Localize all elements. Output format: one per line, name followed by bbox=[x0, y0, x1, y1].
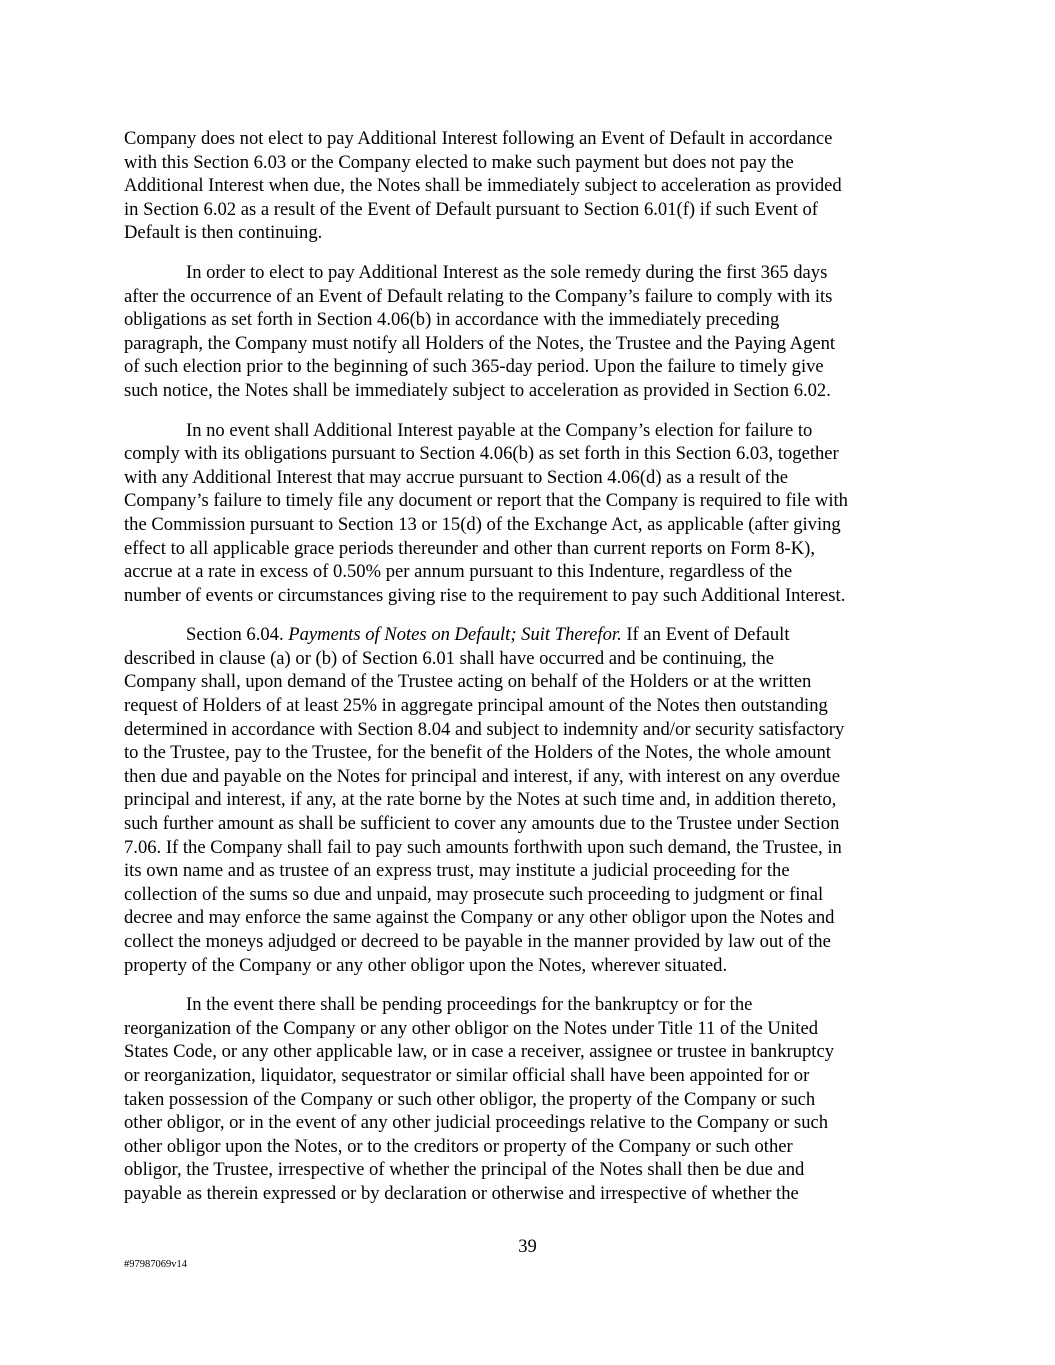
document-body bbox=[124, 127, 935, 1222]
paragraph-bankruptcy-proceedings: In the event there shall be pending proceedings for the bankruptcy or for the reorganization of the Company or any other obligor on the Notes under Title 11 of the United States Code, or any other applicable law, or in case a receiver, assignee or trustee in bankruptcy or reorganization, liquidator, sequestrator or similar official shall have been appointed for or taken possession of the Company or such other obligor, the property of the Company or such other obligor, or in the event of any other judicial proceedings relative to the Company or such other obligor upon the Notes, or to the creditors or property of the Company or such other obligor, the Trustee, irrespective of whether the principal of the Notes shall then be due and payable as therein expressed or by declaration or otherwise and irrespective of whether the bbox=[124, 994, 835, 1204]
section-title: Payments of Notes on Default; Suit Therefor. bbox=[288, 624, 622, 646]
paragraph-interest-cap: In no event shall Additional Interest payable at the Company’s election for failure to comply with its obligations pursuant to Section 4.06(b) as set forth in this Section 6.03, together with any Additional Interest that may accrue pursuant to Section 4.06(d) as a result of the Company’s failure to timely file any document or report that the Company is required to file with the Commission pursuant to Section 13 or 15(d) of the Exchange Act, as applicable (after giving effect to all applicable grace periods thereunder and other than current reports on Form 8-K), accrue at a rate in excess of 0.50% per annum pursuant to this Indenture, regardless of the number of events or circumstances giving rise to the requirement to pay such Additional Interest. bbox=[124, 419, 848, 606]
paragraph-election-notice: In order to elect to pay Additional Interest as the sole remedy during the first 365 days after the occurrence of an Event of Default relating to the Company’s failure to comply with its obligations as set forth in Section 4.06(b) in accordance with the immediately preceding paragraph, the Company must notify all Holders of the Notes, the Trustee and the Paying Agent of such election prior to the beginning of such 365-day period. Upon the failure to timely give such notice, the Notes shall be immediately subject to acceleration as provided in Section 6.02. bbox=[124, 261, 836, 401]
document-id: #97987069v14 bbox=[124, 1259, 187, 1270]
section-label: Section 6.04. bbox=[186, 624, 289, 646]
page-number: 39 bbox=[518, 1236, 537, 1257]
paragraph-section-6-04: Section 6.04. Payments of Notes on Default; Suit Therefor. If an Event of Default described in clause (a) or (b) of Section 6.01 shall have occurred and be continuing, the Company shall, upon demand of the Trustee acting on behalf of the Holders or at the written request of Holders of at least 25% in aggregate principal amount of the Notes then outstanding determined in accordance with Section 8.04 and subject to indemnity and/or security satisfactory to the Trustee, pay to the Trustee, for the benefit of the Holders of the Notes, the whole amount then due and payable on the Notes for principal and interest, if any, with interest on any overdue principal and interest, if any, at the rate borne by the Notes at such time and, in addition thereto, such further amount as shall be sufficient to cover any amounts due to the Trustee under Section 7.06. If the Company shall fail to pay such amounts forthwith upon such demand, the Trustee, in its own name and as trustee of an express trust, may institute a judicial proceeding for the collection of the sums so due and unpaid, may prosecute such proceeding to judgment or final decree and may enforce the same against the Company or any other obligor upon the Notes and collect the moneys adjudged or decreed to be payable in the manner provided by law out of the property of the Company or any other obligor upon the Notes, wherever situated. bbox=[124, 624, 845, 976]
paragraph-continuation: Company does not elect to pay Additional Interest following an Event of Default in accordance with this Section 6.03 or the Company elected to make such payment but does not pay the Additional Interest when due, the Notes shall be immediately subject to acceleration as provided in Section 6.02 as a result of the Event of Default pursuant to Section 6.01(f) if such Event of Default is then continuing. bbox=[124, 128, 842, 244]
